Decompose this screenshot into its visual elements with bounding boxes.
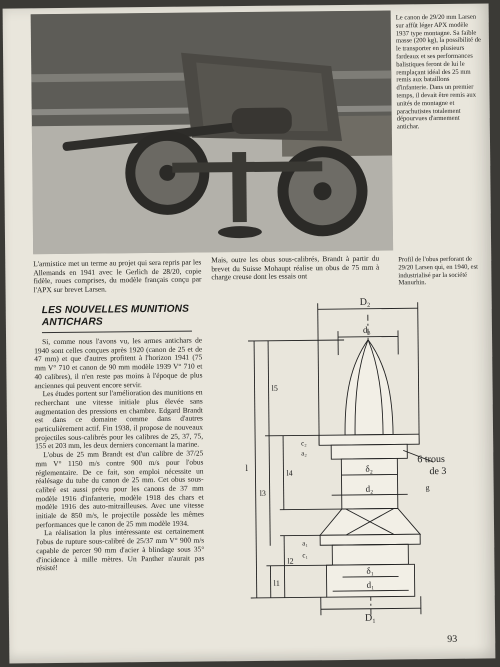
label-d1: d₁ <box>366 579 375 590</box>
label-D1: D₁ <box>364 612 376 624</box>
heading-divider <box>42 331 192 334</box>
book-page <box>3 3 496 663</box>
label-holes: 6 trous <box>417 453 445 466</box>
label-delta1: δ₁ <box>366 565 374 576</box>
label-holes-size: de 3 <box>429 465 447 478</box>
body-paragraph: Si, comme nous l'avons vu, les armes antichars de 1940 sont celles conçues après 1920 (canon de 25 et de 47 mm) et que d'autres profitent à l'horizon 1941 (75 mm V° 710 et canon de 90 mm modèle 1939 V° 710 et 40 calibres), il n'en reste pas moins à l'époque de plus anciennes qui peuvent encore servir. <box>34 335 203 390</box>
ogive-outline <box>344 340 393 435</box>
label-a1: a₁ <box>302 539 308 548</box>
label-D2: D₂ <box>359 296 371 308</box>
label-delta2: δ₂ <box>365 463 373 474</box>
body-text <box>34 336 204 573</box>
label-c2: c₂ <box>301 439 307 448</box>
label-l3: l3 <box>259 488 266 498</box>
label-l1: l1 <box>273 578 280 588</box>
cannon-illustration <box>31 10 393 254</box>
photo-caption: Le canon de 29/20 mm Larsen sur affût léger APX modèle 1937 type montagne. Sa faible masse (200 kg), la possibilité de le transporter en plusieurs fardeaux et ses performances balistiques feront de lui le remplaçant idéal des 25 mm remis aux bataillons d'infanterie. Dans un premier temps, il devait être remis aux unités de montagne et parachutistes totalement dépourvues d'armement antichar. <box>395 13 481 131</box>
dim-line-top <box>318 308 418 309</box>
body-paragraph: La réalisation la plus intéressante est certainement l'obus de rupture sous-calibré de 25/37 mm V° 900 m/s capable de percer 90 mm d'acier à blindage sous 35° d'incidence à mille mètres. Un Panther n'aurait pas résisté! <box>36 526 205 573</box>
diagram-caption: Profil de l'obus perforant de 29/20 Larsen qui, en 1940, est industrialisé par la société Manurhin. <box>398 255 479 287</box>
label-l2: l2 <box>287 556 294 566</box>
label-d3: d₃ <box>362 324 371 335</box>
cannon-photo <box>31 10 393 254</box>
label-d2: d₂ <box>365 483 374 494</box>
shell-profile-diagram <box>218 294 482 637</box>
section-heading: LES NOUVELLES MUNITIONS ANTICHARS <box>41 303 190 328</box>
label-l4: l4 <box>286 468 293 478</box>
label-g: g <box>425 483 430 493</box>
label-l: l <box>245 463 248 474</box>
label-c1: c₁ <box>302 551 308 560</box>
intro-paragraph-right: Mais, outre les obus sous-calibrés, Brandt à partir du brevet du Suisse Mohaupt réalise un obus de 75 mm à charge creuse dont les essais ont <box>211 253 380 282</box>
page-number: 93 <box>447 633 458 645</box>
label-a2: a₂ <box>301 449 307 458</box>
body-paragraph: Les études portent sur l'amélioration des munitions en recherchant une vitesse initiale plus élevée sans augmentation des pressions en chambre. Edgard Brandt est dans ce domaine comme dans d'autres particulièrement actif. Fin 1938, il propose de nouveaux projectiles sous-calibrés pour les calibres de 25, 37, 75, 155 et 203 mm, les deux derniers concernant la marine. <box>34 387 204 451</box>
label-l5: l5 <box>271 383 278 393</box>
body-paragraph: L'obus de 25 mm Brandt est d'un calibre de 37/25 mm V° 1150 m/s contre 900 m/s pour l'obus réglementaire. De ce fait, son emploi nécessite un réalésage du tube du canon de 25 mm. Cet obus sous-calibré est aussi prévu pour les canons de 37 mm modèle 1916 d'infanterie, modèle 1918 des chars et modèle 1916 des auto-mitrailleuses. Avec une vitesse initiale de 850 m/s, le projectile possède les mêmes performances que le canon de 25 mm modèle 1934. <box>35 448 204 530</box>
intro-paragraph-left: L'armistice met un terme au projet qui sera repris par les Allemands en 1941 avec le Gerlich de 28/20, copie fidèle, roues comprises, du modèle français conçu par l'APX sur brevet Larsen. <box>33 257 202 295</box>
